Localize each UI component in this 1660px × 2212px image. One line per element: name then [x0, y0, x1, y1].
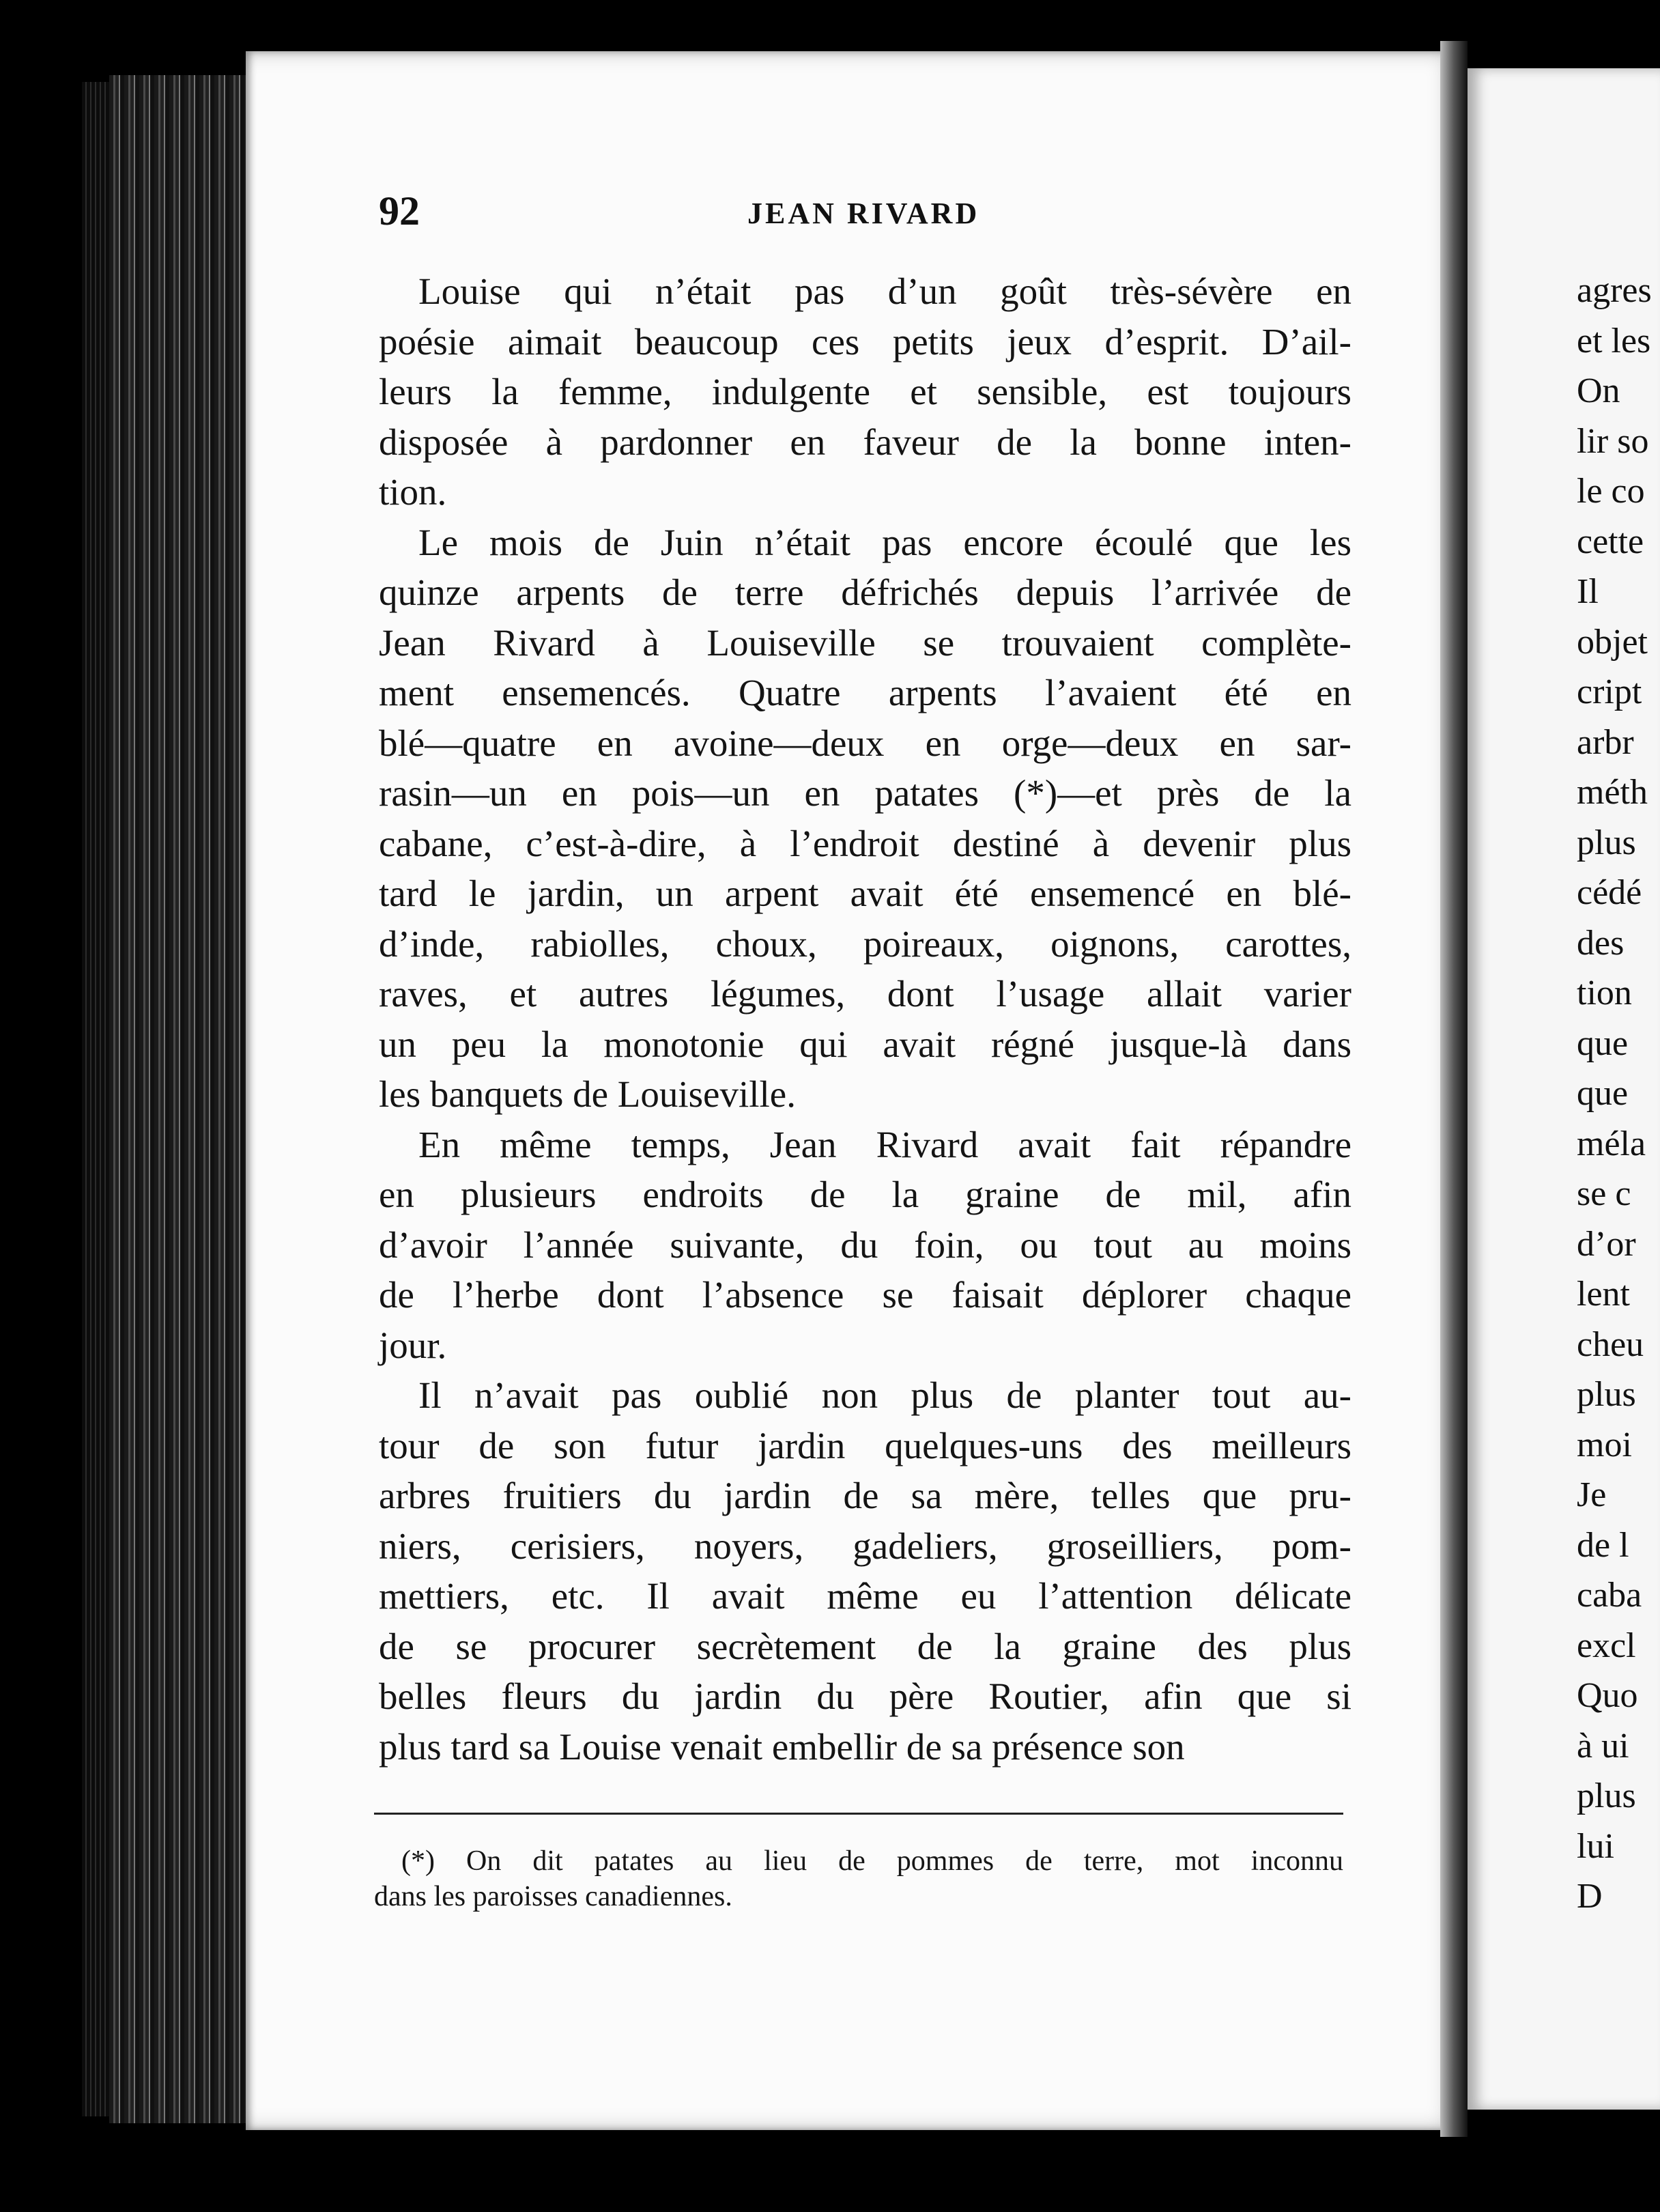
- text-line: blé—quatre en avoine—deux en orge—deux en sar-: [379, 722, 1351, 764]
- running-title: JEAN RIVARD: [747, 197, 980, 230]
- facing-page-line: que: [1577, 1074, 1629, 1113]
- text-line: cabane, c’est-à-dire, à l’endroit destiné à devenir plus: [379, 822, 1351, 864]
- text-line: leurs la femme, indulgente et sensible, est toujours: [379, 371, 1351, 412]
- facing-page-line: On: [1577, 371, 1620, 410]
- facing-page-line: Quo: [1577, 1676, 1638, 1715]
- facing-page-line: lent: [1577, 1275, 1630, 1314]
- text-line: raves, et autres légumes, dont l’usage allait varier: [379, 973, 1351, 1015]
- facing-page-line: tion: [1577, 974, 1632, 1012]
- footnote: [374, 1843, 1343, 1914]
- facing-page-line: agres: [1577, 271, 1652, 310]
- text-line: rasin—un en pois—un en patates (*)—et près de la: [379, 772, 1351, 814]
- facing-page-line: plus: [1577, 823, 1636, 862]
- facing-page-line: plus: [1577, 1375, 1636, 1414]
- facing-page-line: objet: [1577, 622, 1648, 662]
- text-line: disposée à pardonner en faveur de la bonne inten-: [379, 421, 1351, 463]
- facing-page-line: se c: [1577, 1174, 1631, 1213]
- text-line: de se procurer secrètement de la graine des plus: [379, 1625, 1351, 1667]
- text-line: Le mois de Juin n’était pas encore écoulé que les: [418, 521, 1351, 563]
- footnote-line: (*) On dit patates au lieu de pommes de terre, mot inconnu: [401, 1845, 1343, 1877]
- text-line: plus tard sa Louise venait embellir de sa présence son: [379, 1725, 1185, 1768]
- text-line: ment ensemencés. Quatre arpents l’avaient été en: [379, 672, 1351, 713]
- text-line: tour de son futur jardin quelques-uns des meilleurs: [379, 1424, 1351, 1466]
- text-line: Il n’avait pas oublié non plus de planter tout au-: [418, 1374, 1351, 1416]
- facing-page-line: lir so: [1577, 421, 1649, 461]
- facing-page-line: que: [1577, 1023, 1629, 1063]
- facing-page-line: caba: [1577, 1576, 1642, 1615]
- book-gutter: [1440, 41, 1468, 2137]
- text-line: en plusieurs endroits de la graine de mil, afin: [379, 1174, 1351, 1215]
- facing-page-line: D: [1577, 1877, 1603, 1916]
- text-line: jour.: [379, 1324, 447, 1366]
- text-line: mettiers, etc. Il avait même eu l’attention délicate: [379, 1575, 1351, 1617]
- facing-page-line: méla: [1577, 1124, 1646, 1163]
- facing-page-line: cette: [1577, 522, 1644, 561]
- page-header: [379, 188, 1660, 236]
- text-line: les banquets de Louiseville.: [379, 1073, 796, 1115]
- text-line: niers, cerisiers, noyers, gadeliers, groseilliers, pom-: [379, 1525, 1351, 1567]
- facing-page-line: Il: [1577, 572, 1599, 611]
- text-line: Jean Rivard à Louiseville se trouvaient complète-: [379, 621, 1351, 664]
- text-line: d’avoir l’année suivante, du foin, ou tout au moins: [379, 1223, 1351, 1266]
- facing-page-line: cript: [1577, 672, 1642, 711]
- text-line: un peu la monotonie qui avait régné jusque-là dans: [379, 1023, 1351, 1065]
- book-page-right: [1468, 68, 1660, 2110]
- facing-page-line: moi: [1577, 1425, 1632, 1464]
- text-line: tard le jardin, un arpent avait été ensemencé en blé-: [379, 873, 1351, 914]
- page-number: 92: [379, 188, 420, 233]
- page-body-text: [379, 266, 1351, 1772]
- text-line: En même temps, Jean Rivard avait fait répandre: [418, 1123, 1351, 1165]
- book-page-edges: [109, 75, 246, 2123]
- text-line: quinze arpents de terre défrichés depuis l’arrivée de: [379, 571, 1351, 613]
- text-line: d’inde, rabiolles, choux, poireaux, oignons, carottes,: [379, 922, 1351, 965]
- facing-page-line: plus: [1577, 1776, 1636, 1815]
- facing-page-line: excl: [1577, 1626, 1636, 1665]
- text-line: tion.: [379, 471, 447, 513]
- facing-page-line: cheu: [1577, 1324, 1644, 1364]
- text-line: de l’herbe dont l’absence se faisait déplorer chaque: [379, 1274, 1351, 1316]
- facing-page-line: et les: [1577, 321, 1651, 360]
- text-line: arbres fruitiers du jardin de sa mère, telles que pru-: [379, 1475, 1351, 1516]
- facing-page-line: d’or: [1577, 1224, 1636, 1264]
- facing-page-line: arbr: [1577, 722, 1634, 762]
- text-line: poésie aimait beaucoup ces petits jeux d’esprit. D’ail-: [379, 320, 1351, 363]
- facing-page-line: le co: [1577, 472, 1645, 511]
- facing-page-line: cédé: [1577, 873, 1642, 912]
- facing-page-line: Je: [1577, 1475, 1607, 1514]
- facing-page-line: à ui: [1577, 1726, 1629, 1766]
- footnote-line: dans les paroisses canadiennes.: [374, 1881, 732, 1912]
- text-line: belles fleurs du jardin du père Routier, afin que si: [379, 1675, 1351, 1717]
- text-line: Louise qui n’était pas d’un goût très-sévère en: [418, 270, 1351, 312]
- footnote-rule: [374, 1813, 1343, 1815]
- facing-page-line: des: [1577, 923, 1625, 963]
- facing-page-line: lui: [1577, 1826, 1614, 1866]
- facing-page-line: de l: [1577, 1525, 1629, 1565]
- facing-page-line: méth: [1577, 773, 1648, 812]
